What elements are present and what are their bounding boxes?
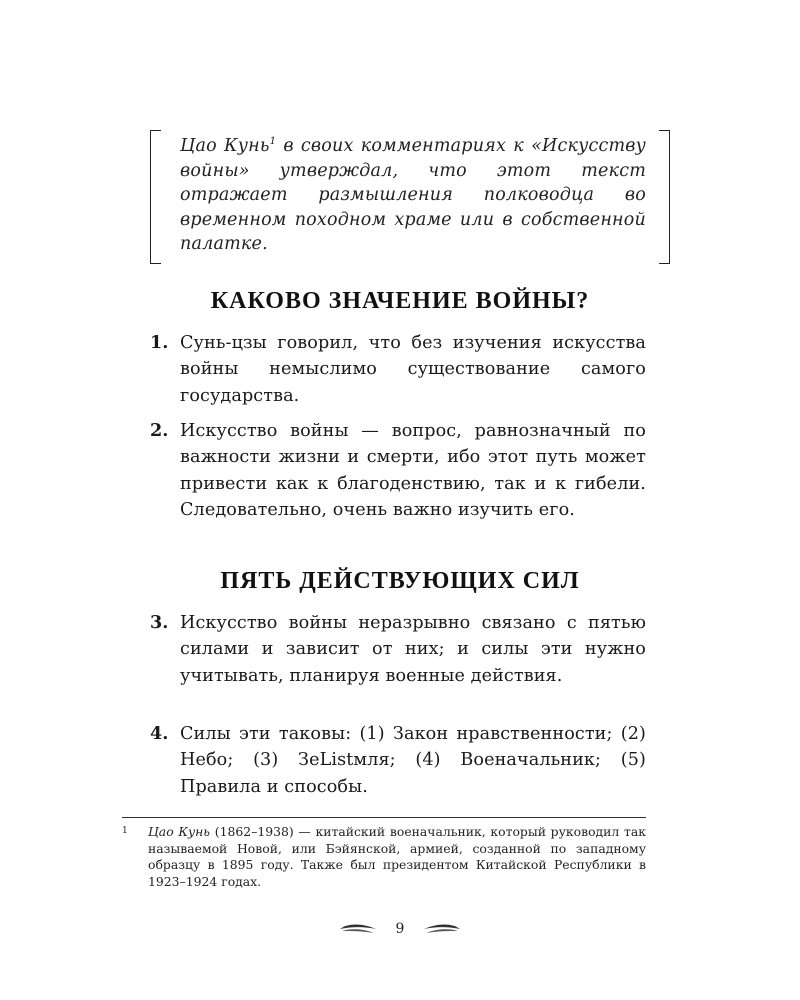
paragraph-number: 4. bbox=[150, 723, 169, 744]
footnote-divider bbox=[122, 817, 646, 818]
epigraph-box bbox=[150, 130, 670, 262]
paragraph-number: 3. bbox=[150, 612, 169, 633]
paragraph-number: 1. bbox=[150, 332, 169, 353]
footnote bbox=[122, 824, 646, 890]
footnote-reference[interactable]: 1 bbox=[269, 136, 277, 148]
section-heading-five-forces: ПЯТЬ ДЕЙСТВУЮЩИХ СИЛ bbox=[220, 568, 580, 594]
paragraph-text: Искусство войны — вопрос, равнозначный по важности жизни и смерти, ибо этот путь может привести как к благоденствию, так и к гибели. Следовательно, очень важно изучить его. bbox=[180, 421, 646, 520]
epigraph-body: в своих комментариях к «Искусству войны» утверждал, что этот текст отражает размышления полководца во временном походном храме или в собственной палатке. bbox=[180, 136, 646, 254]
epigraph-author: Цао Кунь bbox=[180, 136, 270, 156]
page-footer bbox=[300, 918, 500, 942]
footnote-body: (1862–1938) — китайский военачальник, который руководил так называемой Новой, или Бэйянской, армией, созданной по западному образцу в 1895 году. Также был президентом Китайской Республики в 1923–1924 годах. bbox=[148, 824, 646, 889]
numbered-paragraph bbox=[150, 721, 646, 800]
numbered-paragraph bbox=[150, 418, 646, 523]
paragraph-text: Силы эти таковы: (1) Закон нравственности; (2) Небо; (3) ЗеListмля; (4) Военачальник; (5) Правила и способы. bbox=[180, 724, 646, 797]
paragraph-text: Искусство войны неразрывно связано с пятью силами и зависит от них; и силы эти нужно учитывать, планируя военные действия. bbox=[180, 613, 646, 686]
section-heading-meaning-of-war: КАКОВО ЗНАЧЕНИЕ ВОЙНЫ? bbox=[210, 288, 590, 314]
page-number: 9 bbox=[395, 921, 405, 937]
footnote-name: Цао Кунь bbox=[148, 824, 211, 839]
leaf-flourish-right-icon bbox=[422, 921, 462, 937]
footnote-mark: 1 bbox=[122, 826, 128, 836]
paragraph-number: 2. bbox=[150, 420, 169, 441]
left-bracket bbox=[150, 130, 161, 264]
numbered-paragraph bbox=[150, 610, 646, 689]
numbered-paragraph bbox=[150, 330, 646, 409]
paragraph-text: Сунь-цзы говорил, что без изучения искусства войны немыслимо существование самого государства. bbox=[180, 333, 646, 406]
epigraph-text bbox=[180, 134, 646, 257]
right-bracket bbox=[659, 130, 670, 264]
footnote-text bbox=[148, 824, 646, 890]
